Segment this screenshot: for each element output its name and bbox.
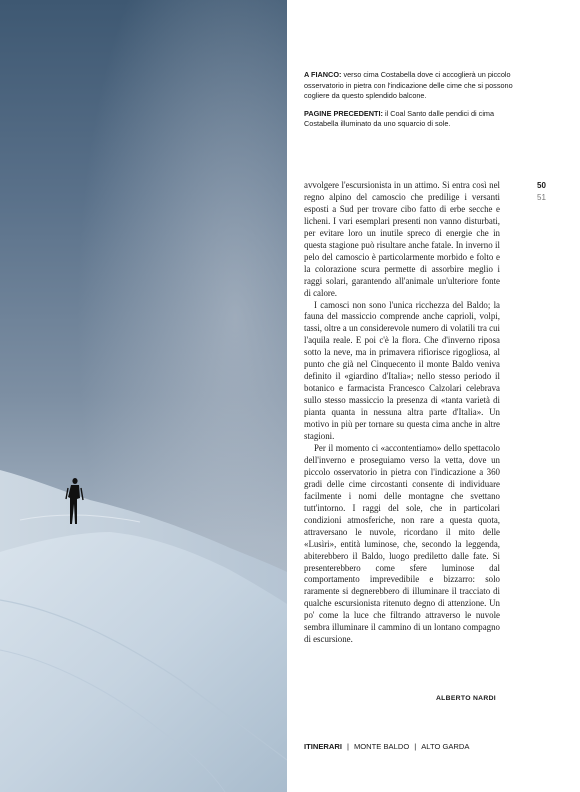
caption-beside-lead: A FIANCO: [304, 70, 342, 79]
page-number-next: 51 [537, 193, 546, 202]
caption-beside-text: verso cima Costabella dove ci accoglierà un piccolo osservatorio in pietra con l'indicazione delle cime che si possono cogliere da questo splendido balcone. [304, 70, 513, 101]
author-byline: ALBERTO NARDI [435, 695, 496, 702]
snow-ridge-photo [0, 0, 287, 792]
caption-previous-lead: PAGINE PRECEDENTI: [304, 108, 383, 118]
footer-place-2: ALTO GARDA [421, 742, 470, 751]
footer-section: ITINERARI [304, 742, 342, 751]
article-body [304, 180, 500, 646]
caption-beside [304, 70, 524, 102]
page-numbers [537, 180, 561, 204]
article-paragraph: Per il momento ci «accontentiamo» dello spettacolo dell'inverno e proseguiamo verso la vetta, dove un piccolo osservatorio in pietra con l'indicazione a 360 gradi delle cime circostanti consente di individuare facilmente i nomi delle montagne che svettano tutt'intorno. I raggi del sole, che in particolari condizioni atmosferiche, non rare a questa quota, attraversano le nuvole, ricordano il mito delle «Lusìri», entità luminose, che, secondo la leggenda, abiterebbero il Baldo, luogo prediletto dalle fate. Si presenterebbero come sfere luminose dal comportamento imprevedibile e bizzarro: solo raramente si degnerebbero di illuminare il tracciato di qualche escursionista ritenuto degno di attenzione. Un po' come la luce che filtrando attraverso le nuvole sembra illuminare il cammino di un lontano compagno di escursione. [304, 442, 500, 645]
photo-artwork [0, 0, 287, 792]
article-paragraph: I camosci non sono l'unica ricchezza del Baldo; la fauna del massiccio comprende anche caprioli, volpi, tassi, oltre a un considerevole numero di volatili tra cui l'aquila reale. E poi c'è la flora. Che d'inverno riposa sotto la neve, ma in primavera rifiorisce rigogliosa, al punto che già nel Cinquecento il monte Baldo veniva definito il «giardino d'Italia»; nello stesso periodo il botanico e farmacista Francesco Calzolari celebrava sullo stesso massiccio la presenza di «tanta varietà di pianta quanta in nessuna altra parte d'Italia». Un motivo in più per tornare su questa cima anche in altre stagioni. [304, 299, 500, 442]
footer-separator: | [346, 742, 349, 751]
page-number-current: 50 [537, 181, 546, 190]
caption-previous-pages [304, 109, 524, 130]
article-paragraph: avvolgere l'escursionista in un attimo. Si entra così nel regno alpino del camoscio che predilige i versanti esposti a Sud per trovare cibo fatto di erbe secche e licheni. I vari esemplari presenti non vanno disturbati, per evitare loro un inutile spreco di energie che in questa stagione può risultare anche fatale. In inverno il pelo del camoscio è particolarmente morbido e folto e la colorazione scura permette di assorbire meglio i raggi solari, garantendo all'animale un'ulteriore fonte di calore. [304, 180, 500, 298]
footer-place-1: MONTE BALDO [353, 742, 410, 751]
running-footer [304, 742, 554, 751]
caption-previous-text: il Coal Santo dalle pendici di cima Costabella illuminato da uno squarcio di sole. [304, 108, 495, 129]
photo-caption [304, 70, 524, 137]
footer-separator: | [414, 742, 417, 751]
